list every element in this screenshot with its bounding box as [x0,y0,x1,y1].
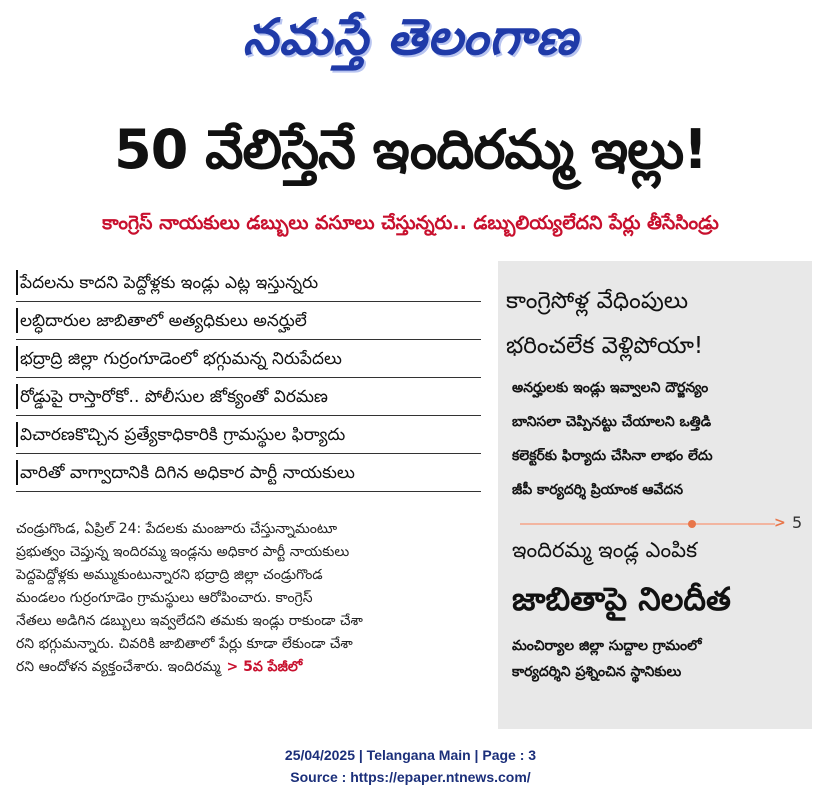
body-line-last [16,656,486,679]
subhead-line: మంచిర్యాల జిల్లా సుద్దాల గ్రామంలో [512,638,702,654]
body-line: మండలం గుర్రంగూడెం గ్రామస్థులు ఆరోపించారు. కాంగ్రెస్ [16,590,313,606]
body-line: రని భగ్గుమన్నారు. చివరికి జాబితాలో పేర్లు కూడా లేకుండా చేశా [16,636,353,652]
chevron-right-icon: > [774,515,786,531]
continued-link[interactable]: > 5వ పేజీలో [226,659,303,675]
sidebar-story2-headline: జాబితాపై నిలదీత [512,580,731,618]
subhead-line: కలెక్టర్‌కు ఫిర్యాదు చేసినా లాభం లేదు [512,448,713,464]
body-line-text: రని ఆందోళన వ్యక్తంచేశారు. ఇందిరమ్మ [16,659,221,675]
subhead-line: బానిసలా చెప్పినట్టు చేయాలని ఒత్తిడి [512,414,712,430]
sidebar-story1-headline [506,279,806,369]
masthead [0,4,821,82]
subhead-line: అనర్హులకు ఇండ్లు ఇవ్వాలని దౌర్జన్యం [512,380,709,396]
highlight-item [16,454,481,492]
highlight-text: వారితో వాగ్వాదానికి దిగిన అధికార పార్టీ నాయకులు [20,462,355,483]
highlight-item [16,264,481,302]
body-line: చండ్రుగొండ, ఏప్రిల్ 24: పేదలకు మంజూరు చేస్తున్నామంటూ [16,521,338,537]
headline-line: కాంగ్రెసోళ్ల వేధింపులు [506,288,689,314]
divider-dot-icon [688,520,696,528]
sidebar-story2-kicker: ఇందిరమ్మ ఇండ్ల ఎంపిక [512,538,698,562]
body-line: నేతలు అడిగిన డబ్బులు ఇవ్వలేదని తమకు ఇండ్లు రాకుండా చేశా [16,613,363,629]
article-body [16,518,486,679]
highlights-list [16,264,481,492]
highlight-text: పేదలను కాదని పెద్దోళ్లకు ఇండ్లు ఎట్ల ఇస్తున్నరు [20,272,319,293]
highlight-text: రోడ్డుపై రాస్తారోకో.. పోలీసుల జోక్యంతో విరమణ [20,386,328,407]
body-line: పెద్దపెద్దోళ్లకు అమ్ముకుంటున్నారని భద్రాద్రి జిల్లా చండ్రుగొండ [16,567,323,583]
highlight-item [16,302,481,340]
continued-page-number[interactable]: 5 [792,513,803,532]
headline-line: భరించలేక వెళ్లిపోయా! [506,333,704,359]
sidebar-story2-subheads [512,633,802,685]
highlight-item [16,340,481,378]
body-line: ప్రభుత్వం చెప్తున్న ఇందిరమ్మ ఇండ్లను అధికార పార్టీ నాయకులు [16,544,350,560]
sidebar-story1-subheads [512,371,802,507]
continued-divider [520,513,803,532]
highlight-item [16,416,481,454]
sidebar-panel [498,261,812,729]
main-headline: 50 వేలిస్తేనే ఇందిరమ్మ ఇల్లు! [114,118,707,181]
highlight-text: విచారణకొచ్చిన ప్రత్యేకాధికారికి గ్రామస్థుల ఫిర్యాదు [20,424,346,445]
divider-line [520,523,775,525]
sub-headline: కాంగ్రెస్ నాయకులు డబ్బులు వసూలు చేస్తున్నరు.. డబ్బులియ్యలేదని పేర్లు తీసేసిండ్రు [102,212,719,234]
masthead-logo: నమస్తే తెలంగాణ [242,7,579,66]
highlight-item [16,378,481,416]
footer-source: Source : https://epaper.ntnews.com/ [290,769,531,785]
highlight-text: లబ్ధిదారుల జాబితాలో అత్యధికులు అనర్హులే [20,310,307,331]
subhead-line: కార్యదర్శిని ప్రశ్నించిన స్థానికులు [512,664,682,680]
footer [0,744,821,788]
subhead-line: జీపీ కార్యదర్శి ప్రియాంక ఆవేదన [512,482,684,498]
highlight-text: భద్రాద్రి జిల్లా గుర్రంగూడెంలో భగ్గుమన్న నిరుపేదలు [20,348,342,369]
footer-date-edition: 25/04/2025 | Telangana Main | Page : 3 [284,747,537,763]
